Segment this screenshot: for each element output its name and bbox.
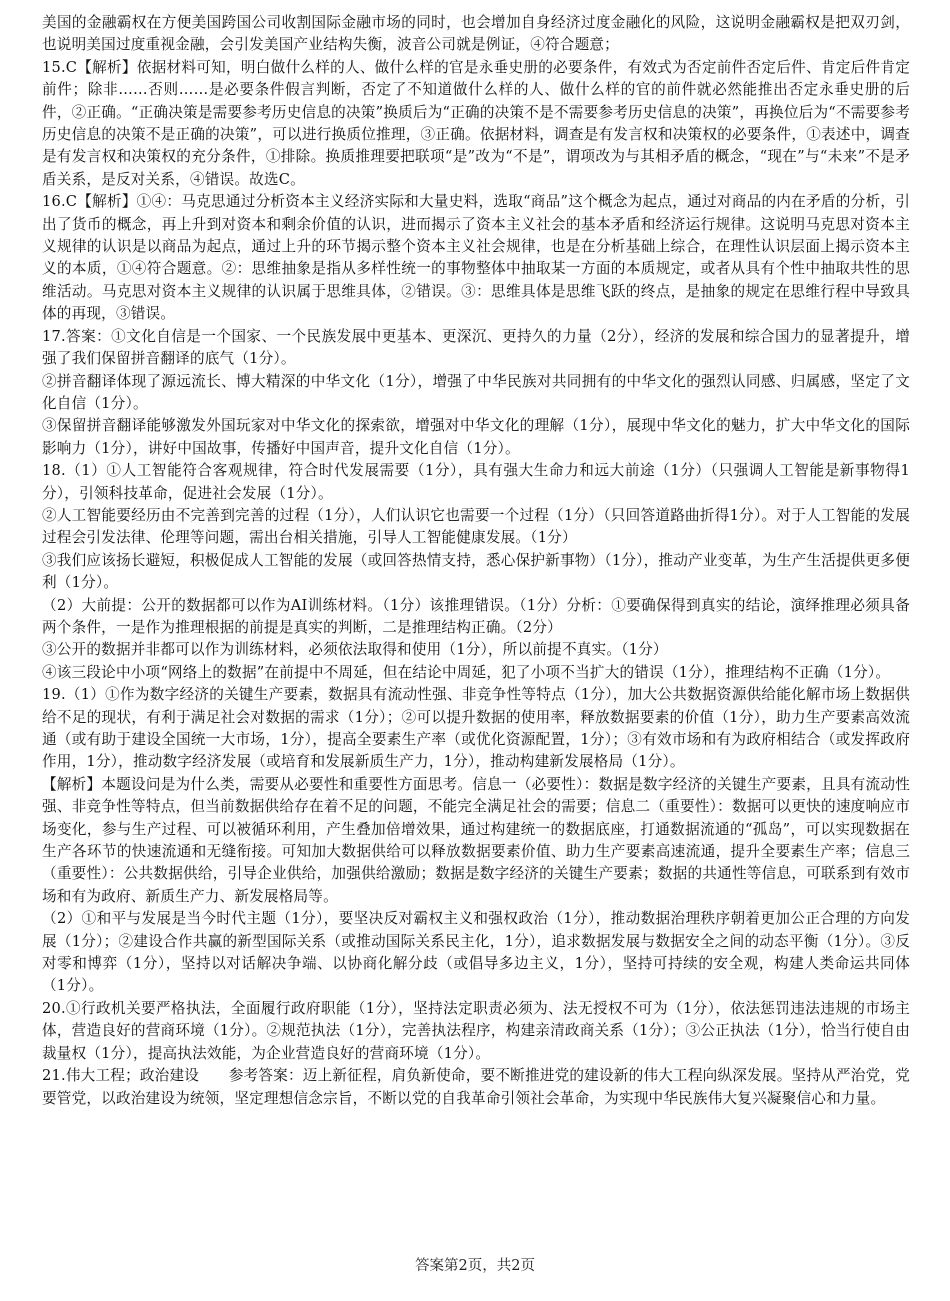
paragraph-answer-19-2: （2）①和平与发展是当今时代主题（1分），要坚决反对霸权主义和强权政治（1分），推动数据治理秩序朝着更加公正合理的方向发展（1分）；②建设合作共赢的新型国际关系（或推动国际关系民主化，1分），追求数据发展与数据安全之间的动态平衡（1分）。③反对零和博弈（1分），坚持以对话解决争端、以协商化解分歧（或倡导多边主义，1分），坚持可持续的安全观，构建人类命运共同体（1分）。: [42, 910, 910, 995]
paragraph-answer-17-point-1: 17.答案：①文化自信是一个国家、一个民族发展中更基本、更深沉、更持久的力量（2分），经济的发展和综合国力的显著提升，增强了我们保留拼音翻译的底气（1分）。: [42, 327, 910, 368]
paragraph-answer-19-1: 19.（1）①作为数字经济的关键生产要素，数据具有流动性强、非竞争性等特点（1分），加大公共数据资源供给能化解市场上数据供给不足的现状，有利于满足社会对数据的需求（1分）；②可以提升数据的使用率，释放数据要素的价值（1分），助力生产要素高效流通（或有助于建设全国统一大市场，1分），提高全要素生产率（或优化资源配置，1分）；③有效市场和有为政府相结合（或发挥政府作用，1分），推动数字经济发展（或培育和发展新质生产力，1分），推动构建新发展格局（1分）。: [42, 686, 910, 771]
paragraph-answer-16: 16.C【解析】①④：马克思通过分析资本主义经济实际和大量史料，选取“商品”这个概念为起点，通过对商品的内在矛盾的分析，引出了货币的概念，再上升到对资本和剩余价值的认识，进而揭示了资本主义社会的基本矛盾和经济运行规律。这说明马克思对资本主义规律的认识是以商品为起点，通过上升的环节揭示整个资本主义社会规律，也是在分析基础上综合，在理性认识层面上揭示资本主义的本质，①④符合题意。②：思维抽象是指从多样性统一的事物整体中抽取某一方面的本质规定，或者从具有个性中抽取共性的思维活动。马克思对资本主义规律的认识属于思维具体，②错误。③：思维具体是思维飞跃的终点，是抽象的规定在思维行程中导致具体的再现，③错误。: [42, 193, 910, 323]
paragraph-answer-18-1-point-1: 18.（1）①人工智能符合客观规律，符合时代发展需要（1分），具有强大生命力和远大前途（1分）（只强调人工智能是新事物得1分），引领科技革命，促进社会发展（1分）。: [42, 462, 910, 502]
paragraph-answer-20: 20.①行政机关要严格执法，全面履行政府职能（1分），坚持法定职责必须为、法无授权不可为（1分），依法惩罚违法违规的市场主体，营造良好的营商环境（1分）。②规范执法（1分），完善执法程序，构建亲清政商关系（1分）；③公正执法（1分），恰当行使自由裁量权（1分），提高执法效能，为企业营造良好的营商环境（1分）。: [42, 999, 910, 1062]
paragraph-answer-18-2-point-4: ④该三段论中小项“网络上的数据”在前提中不周延，但在结论中周延，犯了小项不当扩大的错误（1分），推理结构不正确（1分）。: [42, 663, 891, 681]
paragraph-answer-17-point-2: ②拼音翻译体现了源远流长、博大精深的中华文化（1分），增强了中华民族对共同拥有的中华文化的强烈认同感、归属感，坚定了文化自信（1分）。: [42, 372, 910, 412]
paragraph-answer-18-2: （2）大前提：公开的数据都可以作为AI训练材料。（1分）该推理错误。（1分）分析：①要确保得到真实的结论，演绎推理必须具备两个条件，一是作为推理根据的前提是真实的判断，二是推理结构正确。（2分）: [42, 596, 910, 636]
answer-document-body: [42, 12, 910, 1110]
paragraph-answer-15: 15.C【解析】依据材料可知，明白做什么样的人、做什么样的官是永垂史册的必要条件，有效式为否定前件否定后件、肯定后件肯定前件；除非……否则……是必要条件假言判断，否定了不知道做什么样的人、做什么样的官的前件就必然能推出否定永垂史册的后件，②正确。“正确决策是需要参考历史信息的决策”换质后为“正确的决策不是不需要参考历史信息的决策”，再换位后为“不需要参考历史信息的决策不是正确的决策”，可以进行换质位推理，③正确。依据材料，调查是有发言权和决策权的必要条件，①表述中，调查是有发言权和决策权的充分条件，①排除。换质推理要把联项“是”改为“不是”，谓项改为与其相矛盾的概念，“现在”与“未来”不是矛盾关系，是反对关系，④错误。故选C。: [42, 58, 910, 188]
page-footer: 答案第2页，共2页: [415, 1258, 535, 1274]
paragraph-answer-18-2-point-3: ③公开的数据并非都可以作为训练材料，必须依法取得和使用（1分），所以前提不真实。（1分）: [42, 641, 668, 659]
paragraph-answer-17-point-3: ③保留拼音翻译能够激发外国玩家对中华文化的探索欲，增强对中华文化的理解（1分），展现中华文化的魅力，扩大中华文化的国际影响力（1分），讲好中国故事，传播好中国声音，提升文化自信（1分）。: [42, 417, 910, 457]
paragraph-answer-21: 21.伟大工程；政治建设 参考答案：迈上新征程，肩负新使命，要不断推进党的建设新的伟大工程向纵深发展。坚持从严治党，党要管党，以政治建设为统领，坚定理想信念宗旨，不断以党的自我革命引领社会革命，为实现中华民族伟大复兴凝聚信心和力量。: [42, 1067, 910, 1107]
paragraph-answer-18-1-point-3: ③我们应该扬长避短，积极促成人工智能的发展（或回答热情支持，悉心保护新事物）（1分），推动产业变革，为生产生活提供更多便利（1分）。: [42, 551, 910, 592]
paragraph-answer-19-analysis: 【解析】本题设问是为什么类，需要从必要性和重要性方面思考。信息一（必要性）：数据是数字经济的关键生产要素，且具有流动性强、非竞争性等特点，但当前数据供给存在着不足的问题，不能完全满足社会的需要；信息二（重要性）：数据可以更快的速度响应市场变化，参与生产过程、可以被循环利用，产生叠加倍增效果，通过构建统一的数据底座，打通数据流通的“孤岛”，可以实现数据在生产各环节的快速流通和无缝衔接。可知加大数据供给可以释放数据要素价值、助力生产要素高速流通，提升全要素生产率；信息三（重要性）：公共数据供给，引导企业供给，加强供给激励；数据是数字经济的关键生产要素；数据的共通性等信息，可联系到有效市场和有为政府、新质生产力、新发展格局等。: [42, 775, 910, 905]
paragraph-answer-18-1-point-2: ②人工智能要经历由不完善到完善的过程（1分），人们认识它也需要一个过程（1分）（只回答道路曲折得1分）。对于人工智能的发展过程会引发法律、伦理等问题，需出台相关措施，引导人工智能健康发展。（1分）: [42, 506, 910, 547]
paragraph-intro-financial-hegemony: 美国的金融霸权在方便美国跨国公司收割国际金融市场的同时，也会增加自身经济过度金融化的风险，这说明金融霸权是把双刃剑，也说明美国过度重视金融，会引发美国产业结构失衡，波音公司就是例证，④符合题意；: [42, 14, 910, 54]
